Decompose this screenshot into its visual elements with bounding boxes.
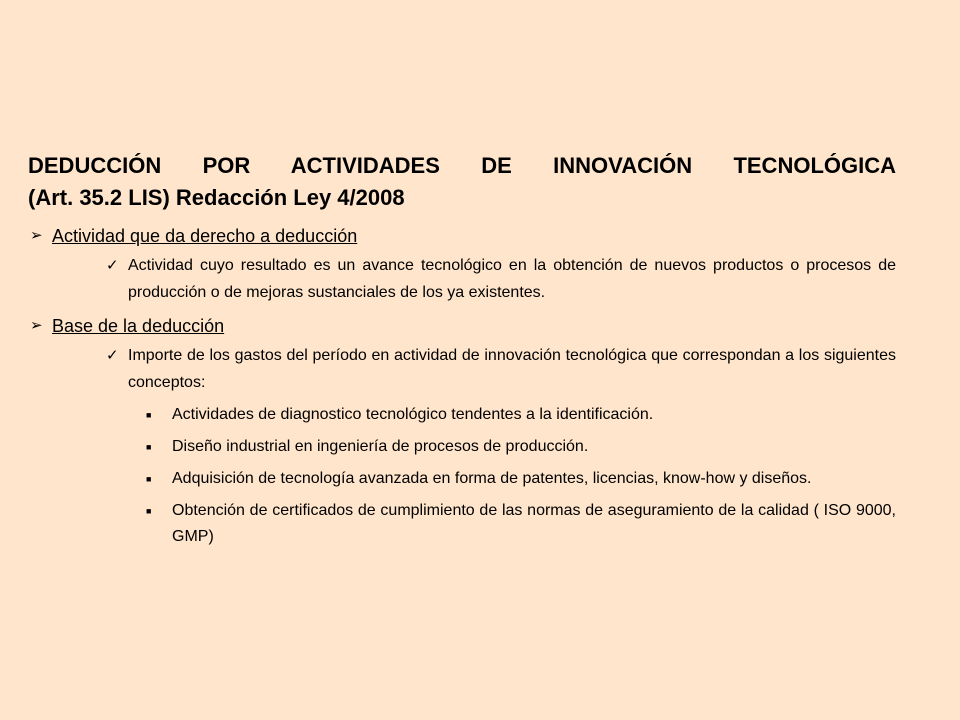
section-heading-item [30,312,896,340]
list-item [106,342,896,396]
list-item [106,252,896,306]
checkmark-bullet-icon: ✓ [106,347,119,364]
arrowhead-bullet-icon: ➢ [30,317,43,334]
section-heading: Actividad que da derecho a deducción [52,226,358,246]
sub-list-item [146,434,896,460]
list-item-text: Importe de los gastos del período en actividad de innovación tecnológica que correspondan a los siguientes conceptos: [128,347,896,391]
section-heading: Base de la deducción [52,316,225,336]
sub-list-item [146,498,896,550]
title-line-2: (Art. 35.2 LIS) Redacción Ley 4/2008 [28,185,405,210]
section-heading-item [30,222,896,250]
section-base [28,312,896,550]
checkmark-bullet-icon: ✓ [106,257,119,274]
square-bullet-icon: ■ [146,410,152,420]
slide-title [28,150,896,214]
list-item-text: Actividad cuyo resultado es un avance tecnológico en la obtención de nuevos productos o procesos de producción o de mejoras sustanciales de los ya existentes. [128,257,896,301]
sub-list-item-text: Obtención de certificados de cumplimiento de las normas de aseguramiento de la calidad ( ISO 9000, GMP) [172,502,896,545]
square-bullet-icon: ■ [146,442,152,452]
arrowhead-bullet-icon: ➢ [30,227,43,244]
slide-content [28,150,896,550]
sub-list-item-text: Adquisición de tecnología avanzada en forma de patentes, licencias, know-how y diseños. [172,470,812,487]
square-bullet-icon: ■ [146,506,152,516]
sub-list-item-text: Diseño industrial en ingeniería de procesos de producción. [172,438,589,455]
square-bullet-icon: ■ [146,474,152,484]
sub-list-item [146,402,896,428]
sub-list-item-text: Actividades de diagnostico tecnológico tendentes a la identificación. [172,406,654,423]
title-line-1: DEDUCCIÓN POR ACTIVIDADES DE INNOVACIÓN TECNOLÓGICA [28,153,896,178]
section-actividad [28,222,896,306]
sub-list-item [146,466,896,492]
